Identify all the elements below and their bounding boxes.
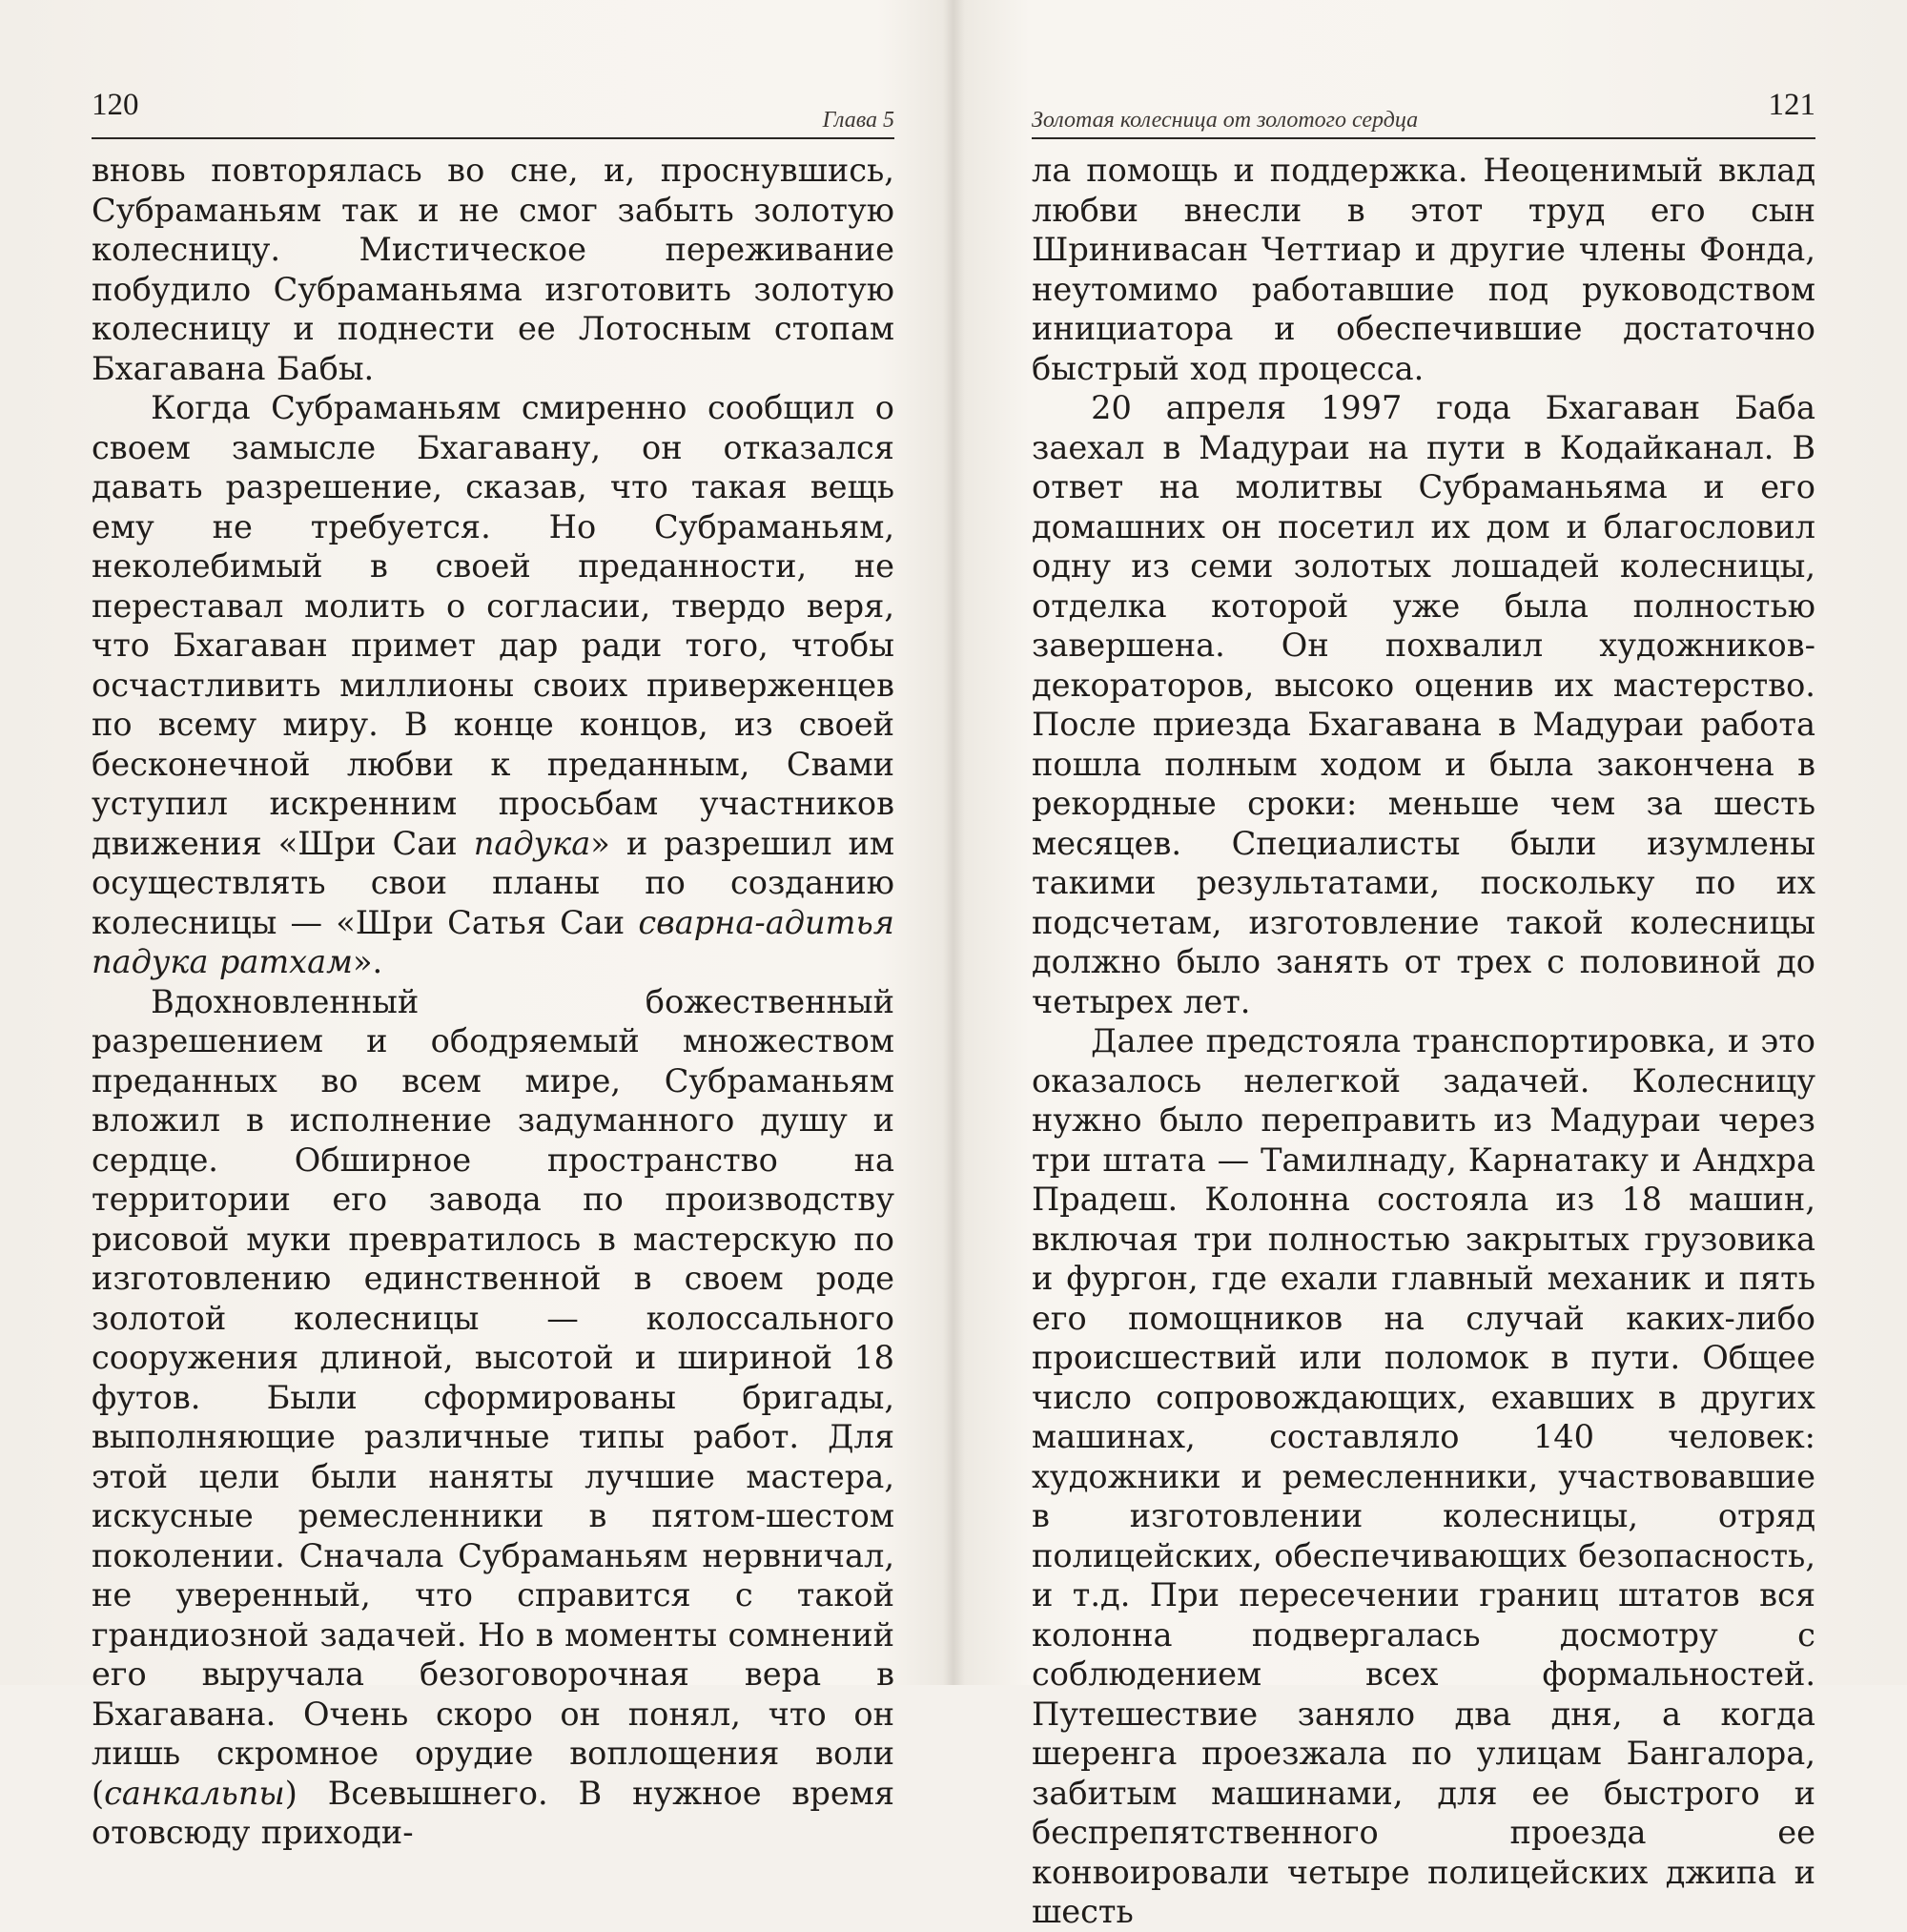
right-page-body: [1032, 151, 1815, 1932]
text-segment: 20 апреля 1997 года Бхагаван Баба заехал в Мадураи на пути в Кодайканал. В ответ на молитвы Субраманьяма и его домашних он посетил их дом и благословил одну из семи золотых лошадей колесницы, отделка которой уже была полностью завершена. Он похвалил художников-декораторов, высоко оценив их мастерство. После приезда Бхагавана в Мадураи работа пошла полным ходом и была закончена в рекордные сроки: меньше чем за шесть месяцев. Специалисты были изумлены такими результатами, поскольку по их подсчетам, изготовление такой колесницы должно было занять от трех с половиной до четырех лет.: [1032, 389, 1815, 1020]
right-page-number: 121: [1768, 88, 1815, 122]
left-running-head: Глава 5: [822, 108, 894, 133]
paragraph: [1032, 151, 1815, 388]
left-page-body: [92, 151, 894, 1853]
text-segment: Далее предстояла транспортировка, и это оказалось нелегкой задачей. Колесницу нужно было переправить из Мадураи через три штата — Тамилнаду, Карнатаку и Андхра Прадеш. Колонна состояла из 18 машин, включая три полностью закрытых грузовика и фургон, где ехали главный механик и пять его помощников на случай каких-либо происшествий или поломок в пути. Общее число сопровождающих, ехавших в других машинах, составляло 140 человек: художники и ремесленники, участвовавшие в изготовлении колесницы, отряд полицейских, обеспечивающих безопасность, и т.д. При пересечении границ штатов вся колонна подвергалась досмотру с соблюдением всех формальностей. Путешествие заняло два дня, а когда шеренга проезжала по улицам Бангалора, забитым машинами, для ее быстрого и беспрепятственного проезда ее конвоировали четыре полицейских джипа и шесть: [1032, 1022, 1815, 1930]
left-page: [92, 88, 894, 1853]
paragraph: [1032, 1021, 1815, 1932]
paragraph: [92, 151, 894, 388]
book-gutter: [942, 0, 965, 1685]
italic-term: санкальпы: [104, 1774, 285, 1812]
paragraph: [1032, 388, 1815, 1021]
text-segment: » и разрешил им осуществлять свои планы по созданию колесницы — «Шри Сатья Саи: [92, 824, 894, 941]
left-page-number: 120: [92, 88, 139, 122]
italic-term: падука: [473, 824, 591, 862]
right-page-header: [1032, 88, 1815, 139]
text-segment: ) Всевышнего. В нужное время отовсюду приходи-: [92, 1774, 894, 1851]
right-page: [1032, 88, 1815, 1932]
paragraph: [92, 982, 894, 1853]
paragraph: [92, 388, 894, 982]
text-segment: вновь повторялась во сне, и, проснувшись, Субраманьям так и не смог забыть золотую колесницу. Мистическое переживание побудило Субраманьяма изготовить золотую колесницу и поднести ее Лотосным стопам Бхагавана Бабы.: [92, 152, 894, 387]
text-segment: Вдохновленный божественный разрешением и ободряемый множеством преданных во всем мире, Субраманьям вложил в исполнение задуманного душу и сердце. Обширное пространство на территории его завода по производству рисовой муки превратилось в мастерскую по изготовлению единственной в своем роде золотой колесницы — колоссального сооружения длиной, высотой и шириной 18 футов. Были сформированы бригады, выполняющие различные типы работ. Для этой цели были наняты лучшие мастера, искусные ремесленники в пятом-шестом поколении. Сначала Субраманьям нервничал, не уверенный, что справится с такой грандиозной задачей. Но в моменты сомнений его выручала безоговорочная вера в Бхагавана. Очень скоро он понял, что он лишь скромное орудие воплощения воли (: [92, 982, 894, 1812]
right-running-head: Золотая колесница от золотого сердца: [1032, 108, 1419, 133]
text-segment: ла помощь и поддержка. Неоценимый вклад любви внесли в этот труд его сын Шринивасан Четтиар и другие члены Фонда, неутомимо работавшие под руководством инициатора и обеспечившие достаточно быстрый ход процесса.: [1032, 152, 1815, 387]
text-segment: Когда Субраманьям смиренно сообщил о своем замысле Бхагавану, он отказался давать разрешение, сказав, что такая вещь ему не требуется. Но Субраманьям, неколебимый в своей преданности, не переставал молить о согласии, твердо веря, что Бхагаван примет дар ради того, чтобы осчастливить миллионы своих приверженцев по всему миру. В конце концов, из своей бесконечной любви к преданным, Свами уступил искренним просьбам участников движения «Шри Саи: [92, 389, 894, 862]
italic-term: сварна-адитья падука ратхам: [92, 903, 894, 980]
text-segment: ».: [352, 943, 383, 980]
left-page-header: [92, 88, 894, 139]
